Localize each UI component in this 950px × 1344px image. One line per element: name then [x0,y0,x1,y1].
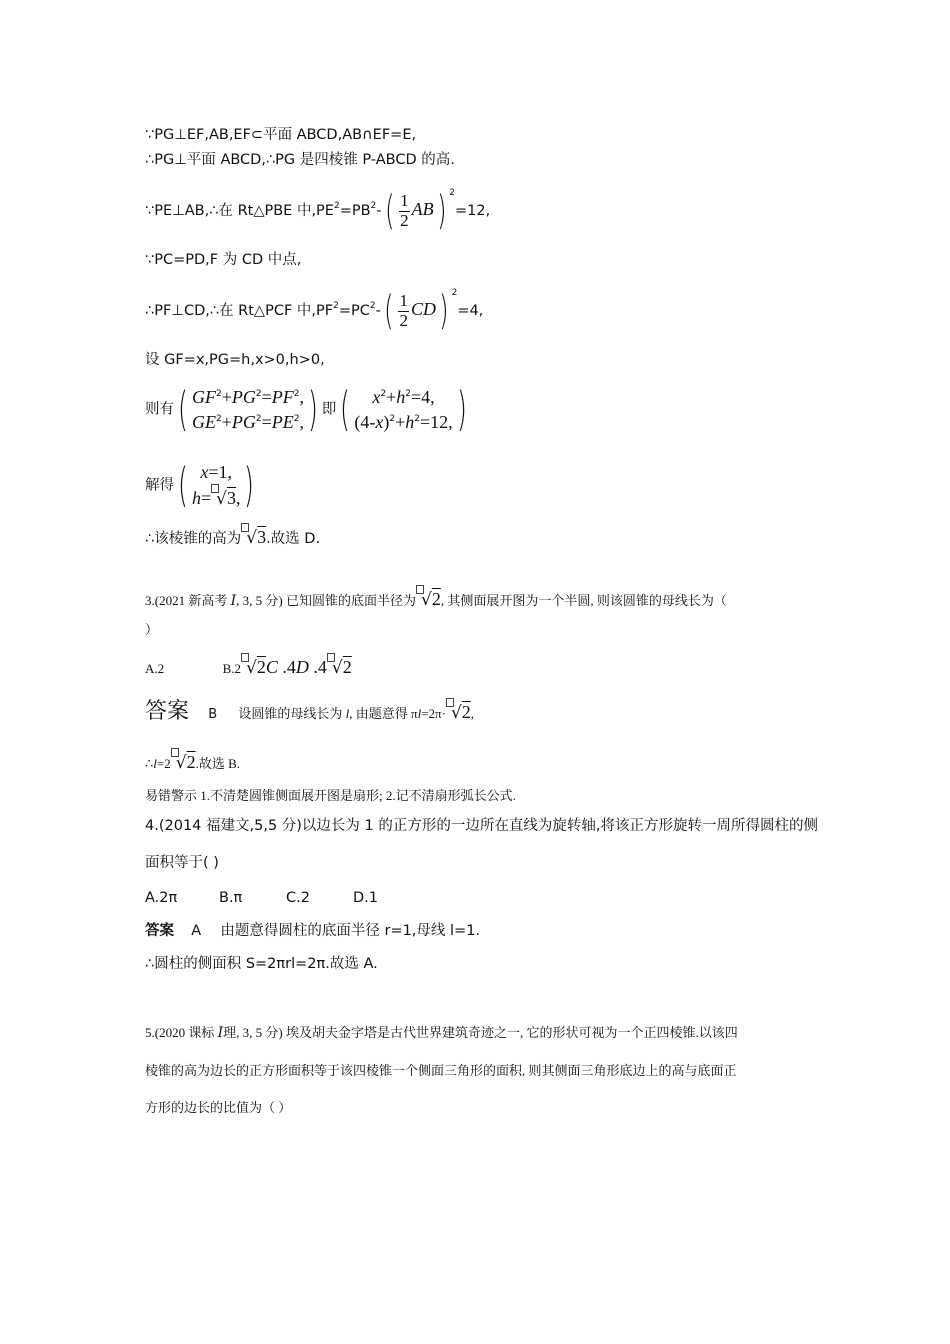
option-a: A.2π [145,890,178,906]
option-d: D.1 [353,890,378,906]
question-3-derivation: ∴l=2 √2.故选 B. [145,748,240,774]
question-3-stem: 3.(2021 新高考 Ⅰ, 3, 5 分) 已知圆锥的底面半径为 √2, 其侧面展开图为一个半圆, 则该圆锥的母线长为（ [145,585,727,611]
question-5-stem-line-2: 棱锥的高为边长的正方形面积等于该四棱锥一个侧面三角形的面积, 则其侧面三角形底边上的高与底面正 [145,1063,737,1078]
question-5-stem-line-3: 方形的边长的比值为（ ） [145,1100,292,1115]
solution-line-5: ∴PF⊥CD,∴在 Rt△PCF 中$,PF^2=PC^2-$( $\frac{1}{2}$ CD) $^2$=4, [145,288,484,334]
solution-line-3: ∵PE⊥AB,∴在 Rt△PBE 中$,PE^2=PB^2-$( $\frac{1}{2}$ AB) $^2$=12, [145,188,491,234]
solution-line-2: ∴PG⊥平面 ABCD,∴PG 是四棱锥 P-ABCD 的高. [145,152,455,168]
question-4-answer: 答案 A 由题意得圆柱的底面半径 r=1,母线 l=1. [145,923,481,939]
solution-conclusion: ∴该棱锥的高为 √3.故选 D. [145,523,320,549]
solution-line-1: ∵PG⊥EF,AB,EF⊂平面 ABCD,AB∩EF=E, [145,127,417,143]
question-3-stem-close: ） [145,622,159,637]
question-3-options: A.2 B.2 √2C .4D .4 √2 [145,653,352,679]
solution-line-4: ∵PC=PD,F 为 CD 中点, [145,252,302,268]
question-5-stem-line-1: 5.(2020 课标 Ⅰ理, 3, 5 分) 埃及胡夫金字塔是古代世界建筑奇迹之一, 它的形状可视为一个正四棱锥.以该四 [145,1025,738,1041]
option-c: C.2 [286,890,310,906]
question-3-warning: 易错警示 1.不清楚圆锥侧面展开图是扇形; 2.记不清扇形弧长公式. [145,788,516,803]
equation-system-line: 则有( $GF^2+PG^2=PF^2$, $GE^2+PG^2=PE^2$, ) 即( $x^2+h^2=4$, $(4-x)^2+h^2=12$, ) [145,382,467,436]
solution-result-line: 解得( x=1, h= √3, ) [145,458,255,512]
question-3-answer: 答案 B 设圆锥的母线长为 l, 由题意得 πl=2π· √2, [145,698,475,723]
option-a: A.2 [145,661,165,676]
question-4-derivation: ∴圆柱的侧面积 S=2πrl=2π.故选 A. [145,956,378,972]
question-4-stem-line-1: 4.(2014 福建文,5,5 分)以边长为 1 的正方形的一边所在直线为旋转轴,将该正方形旋转一周所得圆柱的侧 [145,818,818,834]
option-b: B.π [219,890,243,906]
question-4-options [145,890,378,907]
solution-line-6: 设 GF=x,PG=h,x>0,h>0, [145,352,325,368]
option-b: B.2 [222,661,242,676]
question-4-stem-line-2: 面积等于( ) [145,855,219,871]
